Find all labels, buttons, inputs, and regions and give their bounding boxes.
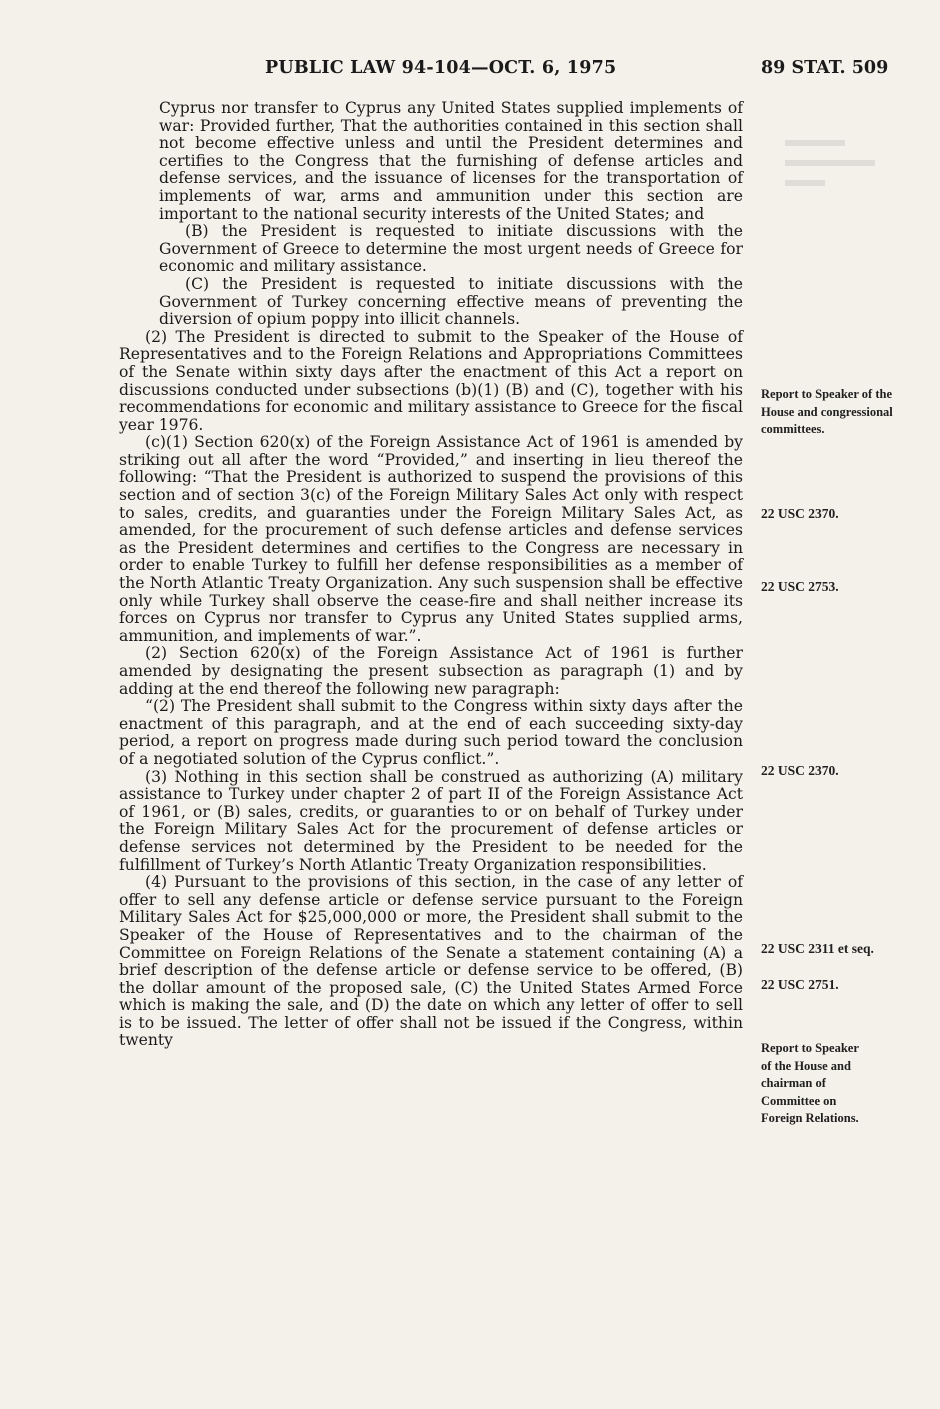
paragraph-2-report: (2) The President is directed to submit to the Speaker of the House of Representatives and to the Foreign Relations and Appropriations Committees of the Senate within sixty days after the enactment of this Act a report on discussions conducted under subsections (b)(1) (B) and (C), together with his recommendations for economic and military assistance to Greece for the fiscal year 1976. [119, 327, 743, 434]
margin-note-usc-2751: 22 USC 2751. [761, 977, 839, 992]
paragraph-b-greece: (B) the President is requested to initiate discussions with the Government of Greece to determine the most urgent needs of Greece for economic and military assistance. [159, 222, 743, 276]
margin-note-usc-2370-b: 22 USC 2370. [761, 763, 839, 778]
paragraph-4-letter-of-offer: (4) Pursuant to the provisions of this section, in the case of any letter of offer to sell any defense article or defense service pursuant to the Foreign Military Sales Act for $25,000,000 or more, the President shall submit to the Speaker of the House of Representatives and to the chairman of the Committee on Foreign Relations of the Senate a statement containing (A) a brief description of the defense article or defense service to be offered, (B) the dollar amount of the proposed sale, (C) the United States Armed Force which is making the sale, and (D) the date on which any letter of offer to sell is to be issued. The letter of offer shall not be issued if the Congress, within twenty [119, 873, 743, 1050]
document-body [119, 100, 743, 1050]
paragraph-c2-amendment: (2) Section 620(x) of the Foreign Assistance Act of 1961 is further amended by designating the present subsection as paragraph (1) and by adding at the end thereof the following new paragraph: [119, 644, 743, 698]
paragraph-cyprus-proviso: Cyprus nor transfer to Cyprus any United States supplied implements of war: Provided further, That the authorities contained in this section shall not become effective unless and until the President determines and certifies to the Congress that the furnishing of defense articles and defense services, and the issuance of licenses for the transportation of implements of war, arms and ammunition under this section are important to the national security interests of the United States; and [159, 99, 743, 223]
margin-note-usc-2753: 22 USC 2753. [761, 579, 839, 594]
page-title: PUBLIC LAW 94-104—OCT. 6, 1975 [265, 58, 617, 78]
statute-citation: 89 STAT. 509 [761, 58, 889, 78]
margin-note-usc-2370: 22 USC 2370. [761, 506, 839, 521]
paragraph-3-construction: (3) Nothing in this section shall be construed as authorizing (A) military assistance to Turkey under chapter 2 of part II of the Foreign Assistance Act of 1961, or (B) sales, credits, or guaranties to or on behalf of Turkey under the Foreign Military Sales Act for the procurement of defense articles or defense services not determined by the President to be needed for the fulfillment of Turkey’s North Atlantic Treaty Organization responsibilities. [119, 767, 743, 874]
paragraph-c1-amendment: (c)(1) Section 620(x) of the Foreign Assistance Act of 1961 is amended by striking out all after the word “Provided,” and inserting in lieu thereof the following: “That the President is authorized to suspend the provisions of this section and of section 3(c) of the Foreign Military Sales Act only with respect to sales, credits, and guaranties under the Foreign Military Sales Act, as amended, for the procurement of such defense articles and defense services as the President determines and certifies to the Congress are necessary in order to enable Turkey to fulfill her defense responsibilities as a member of the North Atlantic Treaty Organization. Any such suspension shall be effective only while Turkey shall observe the cease-fire and shall neither increase its forces on Cyprus nor transfer to Cyprus any United States supplied arms, ammunition, and implements of war.”. [119, 433, 743, 645]
page-header [0, 58, 940, 82]
faint-bleed-through [785, 140, 895, 220]
margin-note-report-house: Report to Speaker of the House and congressional committees. [761, 387, 893, 437]
paragraph-c-turkey: (C) the President is requested to initiate discussions with the Government of Turkey concerning effective means of preventing the diversion of opium poppy into illicit channels. [159, 274, 743, 329]
paragraph-new-subsection-2: “(2) The President shall submit to the Congress within sixty days after the enactment of this paragraph, and at the end of each succeeding sixty-day period, a report on progress made during such period toward the conclusion of a negotiated solution of the Cyprus conflict.”. [119, 697, 743, 768]
margin-note-usc-2311: 22 USC 2311 et seq. [761, 941, 874, 956]
margin-note-report-foreign-relations: Report to Speaker of the House and chairman of Committee on Foreign Relations. [761, 1041, 859, 1126]
